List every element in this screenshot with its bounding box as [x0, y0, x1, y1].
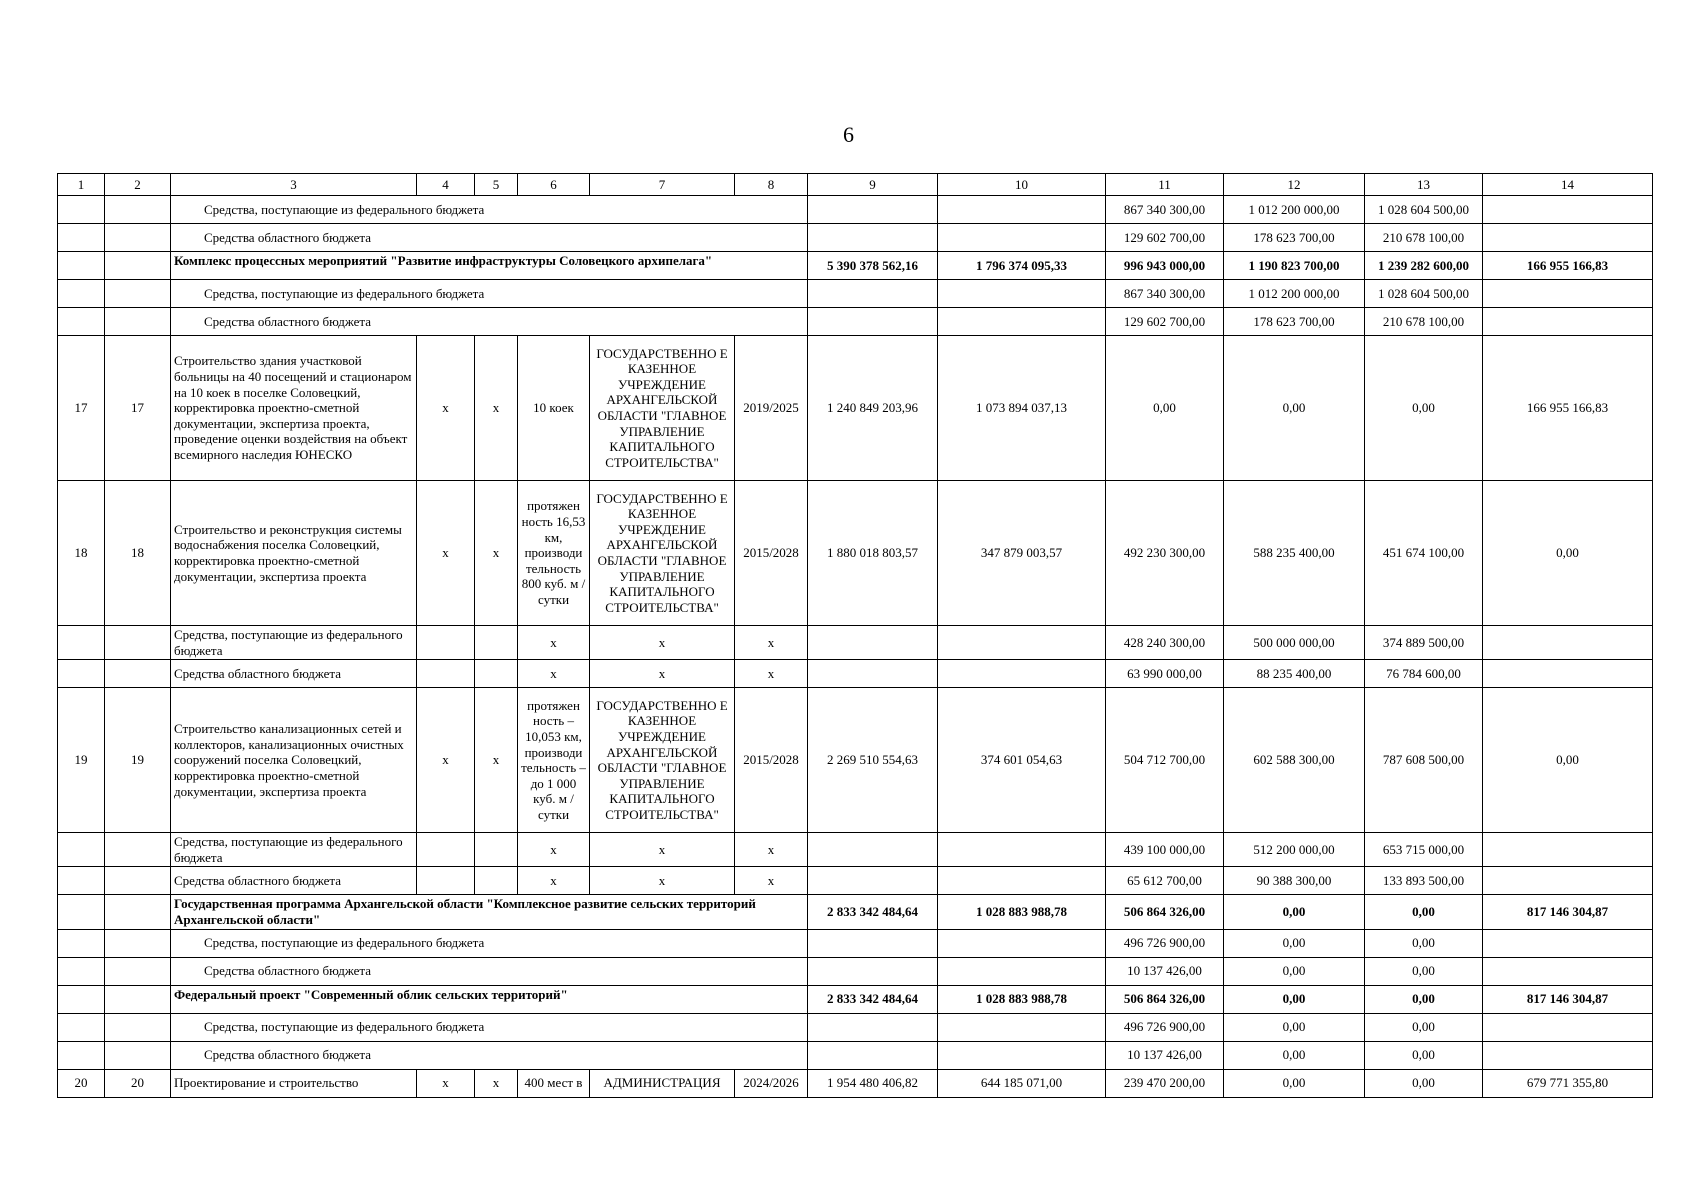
- amount-cell: [808, 929, 938, 957]
- table-cell: x: [590, 626, 735, 660]
- amount-cell: 428 240 300,00: [1106, 626, 1224, 660]
- amount-cell: 133 893 500,00: [1365, 867, 1483, 895]
- amount-cell: [808, 867, 938, 895]
- amount-cell: 0,00: [1365, 957, 1483, 985]
- table-cell: [475, 867, 518, 895]
- amount-cell: [938, 1013, 1106, 1041]
- table-cell: [58, 280, 105, 308]
- capacity-cell: 400 мест в: [518, 1069, 590, 1097]
- amount-cell: 76 784 600,00: [1365, 660, 1483, 688]
- amount-cell: 504 712 700,00: [1106, 688, 1224, 833]
- table-cell: [58, 929, 105, 957]
- table-cell: [58, 660, 105, 688]
- section-title: Комплекс процессных мероприятий "Развитие инфраструктуры Соловецкого архипелага": [171, 252, 808, 280]
- amount-cell: 0,00: [1365, 336, 1483, 481]
- table-cell: x: [417, 1069, 475, 1097]
- amount-cell: 506 864 326,00: [1106, 985, 1224, 1013]
- table-cell: [417, 833, 475, 867]
- funding-source-label: Средства, поступающие из федерального бюджета: [171, 626, 417, 660]
- amount-cell: [808, 957, 938, 985]
- table-row: [58, 1041, 1653, 1069]
- table-cell: [105, 833, 171, 867]
- object-name: Строительство здания участковой больницы на 40 посещений и стационаром на 10 коек в поселке Соловецкий, корректировка проектно-сметной документации, экспертиза проекта, проведение оценки воздействия на объект всемирного наследия ЮНЕСКО: [171, 336, 417, 481]
- table-cell: x: [735, 867, 808, 895]
- period-cell: 2015/2028: [735, 481, 808, 626]
- table-row: [58, 252, 1653, 280]
- amount-cell: 0,00: [1365, 1069, 1483, 1097]
- amount-cell: [1483, 929, 1653, 957]
- table-cell: [105, 1041, 171, 1069]
- amount-cell: [938, 196, 1106, 224]
- amount-cell: 1 028 604 500,00: [1365, 280, 1483, 308]
- table-cell: [58, 252, 105, 280]
- table-cell: [105, 196, 171, 224]
- column-header: 13: [1365, 174, 1483, 196]
- amount-cell: [808, 308, 938, 336]
- amount-cell: [808, 280, 938, 308]
- amount-cell: [808, 626, 938, 660]
- funding-source-label: Средства, поступающие из федерального бюджета: [171, 929, 808, 957]
- amount-cell: 492 230 300,00: [1106, 481, 1224, 626]
- table-cell: [475, 833, 518, 867]
- amount-cell: [938, 833, 1106, 867]
- table-cell: x: [518, 833, 590, 867]
- object-name: Строительство канализационных сетей и коллекторов, канализационных очистных сооружений поселка Соловецкий, корректировка проектно-сметной документации, экспертиза проекта: [171, 688, 417, 833]
- table-row: [58, 1069, 1653, 1097]
- amount-cell: [808, 833, 938, 867]
- amount-cell: 374 889 500,00: [1365, 626, 1483, 660]
- table-cell: [105, 1013, 171, 1041]
- column-header: 6: [518, 174, 590, 196]
- section-title: Государственная программа Архангельской области "Комплексное развитие сельских территорий Архангельской области": [171, 895, 808, 929]
- amount-cell: 0,00: [1483, 481, 1653, 626]
- amount-cell: [808, 196, 938, 224]
- amount-cell: 129 602 700,00: [1106, 224, 1224, 252]
- column-header: 11: [1106, 174, 1224, 196]
- amount-cell: [1483, 1041, 1653, 1069]
- table-cell: [105, 252, 171, 280]
- amount-cell: 512 200 000,00: [1224, 833, 1365, 867]
- amount-cell: 1 028 604 500,00: [1365, 196, 1483, 224]
- column-header: 12: [1224, 174, 1365, 196]
- table-row: [58, 308, 1653, 336]
- amount-cell: 5 390 378 562,16: [808, 252, 938, 280]
- amount-cell: [1483, 660, 1653, 688]
- table-cell: [417, 867, 475, 895]
- amount-cell: 347 879 003,57: [938, 481, 1106, 626]
- amount-cell: 0,00: [1365, 929, 1483, 957]
- amount-cell: [1483, 626, 1653, 660]
- amount-cell: 0,00: [1365, 1041, 1483, 1069]
- table-cell: x: [518, 626, 590, 660]
- amount-cell: 1 012 200 000,00: [1224, 196, 1365, 224]
- table-cell: x: [475, 336, 518, 481]
- row-number: 18: [105, 481, 171, 626]
- amount-cell: 0,00: [1224, 336, 1365, 481]
- amount-cell: 90 388 300,00: [1224, 867, 1365, 895]
- column-header-row: [58, 174, 1653, 196]
- amount-cell: 2 833 342 484,64: [808, 895, 938, 929]
- amount-cell: 1 880 018 803,57: [808, 481, 938, 626]
- funding-source-label: Средства, поступающие из федерального бюджета: [171, 280, 808, 308]
- column-header: 2: [105, 174, 171, 196]
- amount-cell: [938, 224, 1106, 252]
- amount-cell: 817 146 304,87: [1483, 985, 1653, 1013]
- table-cell: [58, 1013, 105, 1041]
- table-row: [58, 196, 1653, 224]
- funding-source-label: Средства, поступающие из федерального бюджета: [171, 833, 417, 867]
- funding-source-label: Средства областного бюджета: [171, 308, 808, 336]
- amount-cell: 0,00: [1224, 985, 1365, 1013]
- row-number: 17: [105, 336, 171, 481]
- capacity-cell: протяжен ность – 10,053 км, производи тельность – до 1 000 куб. м / сутки: [518, 688, 590, 833]
- table-cell: [58, 1041, 105, 1069]
- column-header: 5: [475, 174, 518, 196]
- funding-source-label: Средства областного бюджета: [171, 224, 808, 252]
- table-row: [58, 481, 1653, 626]
- amount-cell: 178 623 700,00: [1224, 224, 1365, 252]
- amount-cell: 1 012 200 000,00: [1224, 280, 1365, 308]
- amount-cell: 787 608 500,00: [1365, 688, 1483, 833]
- table-cell: x: [735, 833, 808, 867]
- table-cell: x: [735, 626, 808, 660]
- table-cell: [105, 224, 171, 252]
- amount-cell: 2 269 510 554,63: [808, 688, 938, 833]
- column-header: 4: [417, 174, 475, 196]
- table-cell: [105, 626, 171, 660]
- period-cell: 2019/2025: [735, 336, 808, 481]
- table-cell: x: [518, 660, 590, 688]
- amount-cell: [938, 660, 1106, 688]
- funding-source-label: Средства областного бюджета: [171, 1041, 808, 1069]
- column-header: 7: [590, 174, 735, 196]
- amount-cell: 867 340 300,00: [1106, 196, 1224, 224]
- column-header: 14: [1483, 174, 1653, 196]
- amount-cell: [1483, 224, 1653, 252]
- row-number: 18: [58, 481, 105, 626]
- column-header: 9: [808, 174, 938, 196]
- amount-cell: [1483, 196, 1653, 224]
- amount-cell: 439 100 000,00: [1106, 833, 1224, 867]
- customer-cell: ГОСУДАРСТВЕННО Е КАЗЕННОЕ УЧРЕЖДЕНИЕ АРХАНГЕЛЬСКОЙ ОБЛАСТИ "ГЛАВНОЕ УПРАВЛЕНИЕ КАПИТАЛЬНОГО СТРОИТЕЛЬСТВА": [590, 688, 735, 833]
- amount-cell: 0,00: [1106, 336, 1224, 481]
- table-cell: [58, 308, 105, 336]
- amount-cell: 506 864 326,00: [1106, 895, 1224, 929]
- column-header: 10: [938, 174, 1106, 196]
- amount-cell: 0,00: [1365, 895, 1483, 929]
- amount-cell: 996 943 000,00: [1106, 252, 1224, 280]
- object-name: Проектирование и строительство: [171, 1069, 417, 1097]
- amount-cell: 178 623 700,00: [1224, 308, 1365, 336]
- customer-cell: ГОСУДАРСТВЕННО Е КАЗЕННОЕ УЧРЕЖДЕНИЕ АРХАНГЕЛЬСКОЙ ОБЛАСТИ "ГЛАВНОЕ УПРАВЛЕНИЕ КАПИТАЛЬНОГО СТРОИТЕЛЬСТВА": [590, 481, 735, 626]
- table-cell: [105, 660, 171, 688]
- table-cell: [475, 626, 518, 660]
- table-cell: [105, 895, 171, 929]
- table-cell: [58, 867, 105, 895]
- amount-cell: 0,00: [1224, 957, 1365, 985]
- amount-cell: 210 678 100,00: [1365, 308, 1483, 336]
- capacity-cell: протяжен ность 16,53 км, производи тельность 800 куб. м / сутки: [518, 481, 590, 626]
- table-cell: [105, 957, 171, 985]
- amount-cell: 166 955 166,83: [1483, 336, 1653, 481]
- capacity-cell: 10 коек: [518, 336, 590, 481]
- amount-cell: 0,00: [1365, 1013, 1483, 1041]
- amount-cell: [1483, 308, 1653, 336]
- table-row: [58, 957, 1653, 985]
- amount-cell: 1 239 282 600,00: [1365, 252, 1483, 280]
- row-number: 20: [105, 1069, 171, 1097]
- table-cell: [58, 196, 105, 224]
- amount-cell: 129 602 700,00: [1106, 308, 1224, 336]
- table-cell: x: [417, 481, 475, 626]
- amount-cell: 0,00: [1224, 1013, 1365, 1041]
- amount-cell: [808, 224, 938, 252]
- amount-cell: 10 137 426,00: [1106, 1041, 1224, 1069]
- table-cell: [475, 660, 518, 688]
- amount-cell: [1483, 957, 1653, 985]
- amount-cell: 88 235 400,00: [1224, 660, 1365, 688]
- table-cell: [105, 867, 171, 895]
- amount-cell: 867 340 300,00: [1106, 280, 1224, 308]
- row-number: 19: [58, 688, 105, 833]
- table-cell: [58, 895, 105, 929]
- amount-cell: [1483, 833, 1653, 867]
- table-cell: [58, 224, 105, 252]
- table-cell: [58, 833, 105, 867]
- amount-cell: 1 028 883 988,78: [938, 985, 1106, 1013]
- table-cell: x: [735, 660, 808, 688]
- amount-cell: [938, 867, 1106, 895]
- customer-cell: ГОСУДАРСТВЕННО Е КАЗЕННОЕ УЧРЕЖДЕНИЕ АРХАНГЕЛЬСКОЙ ОБЛАСТИ "ГЛАВНОЕ УПРАВЛЕНИЕ КАПИТАЛЬНОГО СТРОИТЕЛЬСТВА": [590, 336, 735, 481]
- amount-cell: 588 235 400,00: [1224, 481, 1365, 626]
- table-row: [58, 336, 1653, 481]
- amount-cell: 1 073 894 037,13: [938, 336, 1106, 481]
- row-number: 20: [58, 1069, 105, 1097]
- amount-cell: [1483, 1013, 1653, 1041]
- table-row: [58, 833, 1653, 867]
- amount-cell: [938, 280, 1106, 308]
- amount-cell: [938, 1041, 1106, 1069]
- amount-cell: [808, 1013, 938, 1041]
- amount-cell: 0,00: [1224, 1041, 1365, 1069]
- table-cell: x: [475, 1069, 518, 1097]
- amount-cell: 166 955 166,83: [1483, 252, 1653, 280]
- period-cell: 2024/2026: [735, 1069, 808, 1097]
- table-cell: x: [417, 688, 475, 833]
- amount-cell: 1 190 823 700,00: [1224, 252, 1365, 280]
- table-cell: x: [590, 867, 735, 895]
- section-title: Федеральный проект "Современный облик сельских территорий": [171, 985, 808, 1013]
- table-row: [58, 224, 1653, 252]
- amount-cell: 1 240 849 203,96: [808, 336, 938, 481]
- table-cell: [105, 308, 171, 336]
- amount-cell: 10 137 426,00: [1106, 957, 1224, 985]
- table-cell: x: [475, 481, 518, 626]
- table-row: [58, 280, 1653, 308]
- table-row: [58, 985, 1653, 1013]
- amount-cell: [808, 1041, 938, 1069]
- table-row: [58, 867, 1653, 895]
- amount-cell: 374 601 054,63: [938, 688, 1106, 833]
- funding-source-label: Средства областного бюджета: [171, 957, 808, 985]
- amount-cell: 210 678 100,00: [1365, 224, 1483, 252]
- amount-cell: 0,00: [1224, 929, 1365, 957]
- column-header: 8: [735, 174, 808, 196]
- table-row: [58, 626, 1653, 660]
- table-cell: x: [590, 833, 735, 867]
- amount-cell: [1483, 867, 1653, 895]
- amount-cell: 496 726 900,00: [1106, 1013, 1224, 1041]
- table-cell: [417, 626, 475, 660]
- amount-cell: 0,00: [1365, 985, 1483, 1013]
- table-cell: [417, 660, 475, 688]
- amount-cell: [938, 626, 1106, 660]
- funding-source-label: Средства, поступающие из федерального бюджета: [171, 1013, 808, 1041]
- amount-cell: 1 796 374 095,33: [938, 252, 1106, 280]
- amount-cell: 0,00: [1224, 1069, 1365, 1097]
- object-name: Строительство и реконструкция системы водоснабжения поселка Соловецкий, корректировка проектно-сметной документации, экспертиза проекта: [171, 481, 417, 626]
- budget-table: [57, 173, 1653, 1098]
- amount-cell: 644 185 071,00: [938, 1069, 1106, 1097]
- table-cell: [58, 957, 105, 985]
- amount-cell: [938, 957, 1106, 985]
- row-number: 19: [105, 688, 171, 833]
- amount-cell: [938, 308, 1106, 336]
- table-cell: x: [417, 336, 475, 481]
- page-number: 6: [843, 122, 854, 147]
- period-cell: 2015/2028: [735, 688, 808, 833]
- amount-cell: 679 771 355,80: [1483, 1069, 1653, 1097]
- amount-cell: 451 674 100,00: [1365, 481, 1483, 626]
- funding-source-label: Средства областного бюджета: [171, 867, 417, 895]
- amount-cell: 653 715 000,00: [1365, 833, 1483, 867]
- funding-source-label: Средства, поступающие из федерального бюджета: [171, 196, 808, 224]
- amount-cell: 239 470 200,00: [1106, 1069, 1224, 1097]
- amount-cell: 0,00: [1224, 895, 1365, 929]
- funding-source-label: Средства областного бюджета: [171, 660, 417, 688]
- amount-cell: 2 833 342 484,64: [808, 985, 938, 1013]
- table-row: [58, 929, 1653, 957]
- table-row: [58, 688, 1653, 833]
- table-cell: x: [518, 867, 590, 895]
- row-number: 17: [58, 336, 105, 481]
- amount-cell: [938, 929, 1106, 957]
- table-cell: [58, 626, 105, 660]
- amount-cell: 65 612 700,00: [1106, 867, 1224, 895]
- table-cell: [105, 929, 171, 957]
- table-cell: [105, 985, 171, 1013]
- table-cell: x: [590, 660, 735, 688]
- amount-cell: 1 954 480 406,82: [808, 1069, 938, 1097]
- amount-cell: 0,00: [1483, 688, 1653, 833]
- amount-cell: 602 588 300,00: [1224, 688, 1365, 833]
- amount-cell: [808, 660, 938, 688]
- table-cell: x: [475, 688, 518, 833]
- table-cell: [105, 280, 171, 308]
- column-header: 1: [58, 174, 105, 196]
- table-row: [58, 660, 1653, 688]
- amount-cell: 500 000 000,00: [1224, 626, 1365, 660]
- amount-cell: 496 726 900,00: [1106, 929, 1224, 957]
- table-row: [58, 1013, 1653, 1041]
- column-header: 3: [171, 174, 417, 196]
- table-row: [58, 895, 1653, 929]
- amount-cell: 817 146 304,87: [1483, 895, 1653, 929]
- amount-cell: [1483, 280, 1653, 308]
- amount-cell: 1 028 883 988,78: [938, 895, 1106, 929]
- amount-cell: 63 990 000,00: [1106, 660, 1224, 688]
- customer-cell: АДМИНИСТРАЦИЯ: [590, 1069, 735, 1097]
- table-cell: [58, 985, 105, 1013]
